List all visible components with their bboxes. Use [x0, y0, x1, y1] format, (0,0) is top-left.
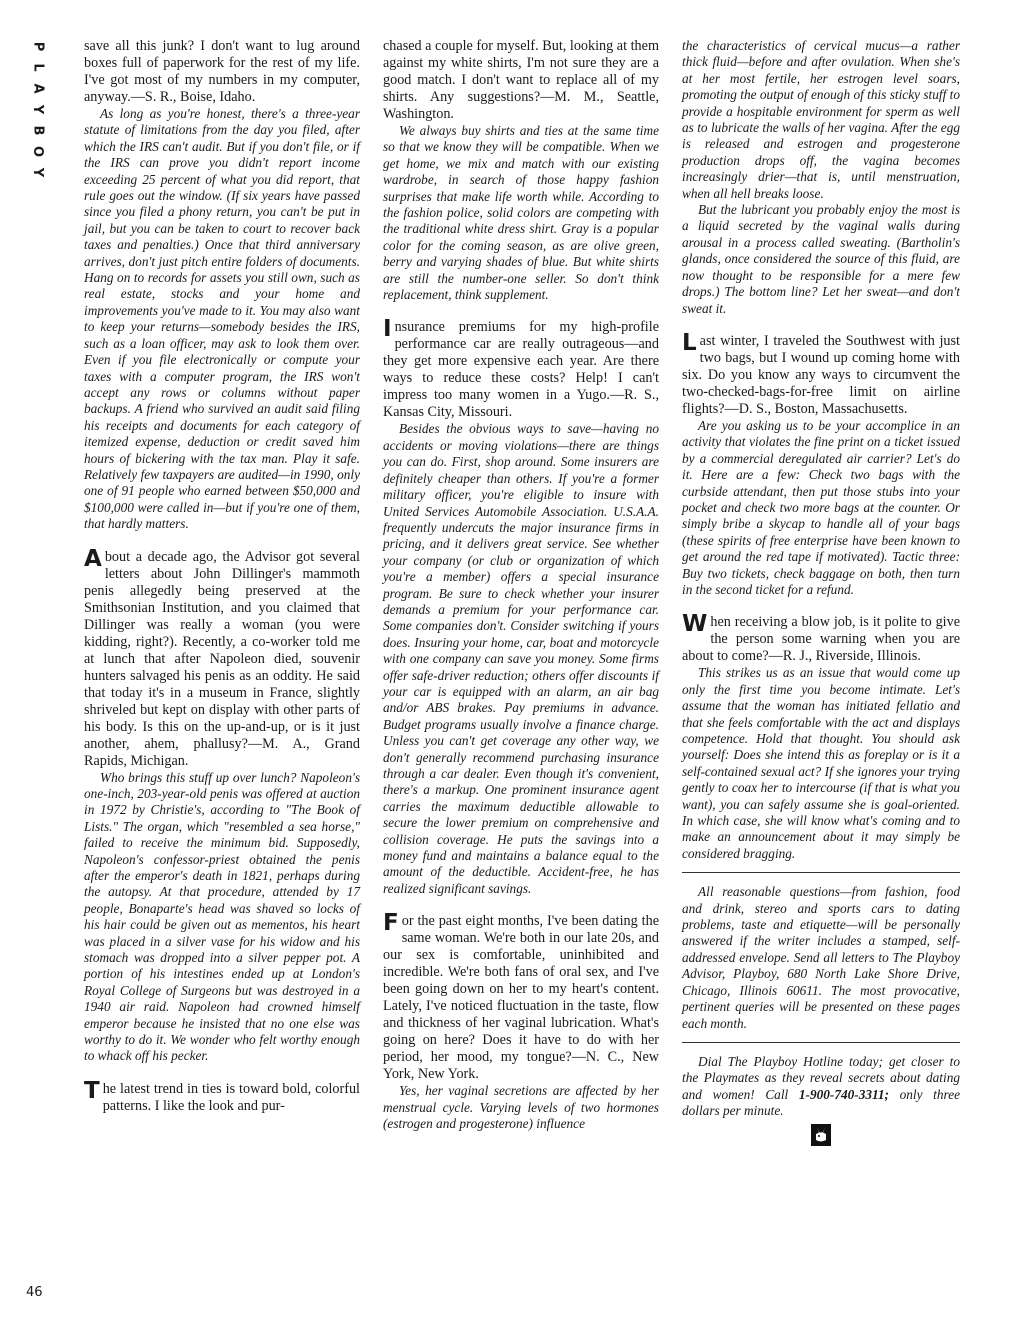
- hotline-text-end: only three dollars per minute.: [682, 1086, 960, 1119]
- question-body: hen receiving a blow job, is it polite to give the person some warning when you are about to come?—R. J., Riverside, Illinois.: [682, 614, 960, 665]
- drop-cap: W: [682, 611, 708, 638]
- question-body: ast winter, I traveled the Southwest with just two bags, but I wound up coming home with six. Do you know any ways to circumvent the two-checked-bags-for-free limit on airline flights?—D. S., Boston, Massachusetts.: [682, 332, 960, 417]
- divider: [682, 872, 960, 873]
- hotline-promo: [682, 1054, 960, 1120]
- question-text: [383, 316, 659, 421]
- playboy-bunny-icon: [811, 1124, 831, 1146]
- magazine-letter: O: [30, 145, 46, 158]
- answer-text: Yes, her vaginal secretions are affected by her menstrual cycle. Varying levels of two hormones (estrogen and progesterone) influence: [383, 1083, 659, 1132]
- question-text: save all this junk? I don't want to lug around boxes full of paperwork for the rest of my life. I've got most of my numbers in my computer, anyway.—S. R., Boise, Idaho.: [84, 38, 360, 105]
- question-body: nsurance premiums for my high-profile performance car are really outrageous—and they get more expensive each year. Are there ways to reduce these costs? Help! I can't impress too many women in a Yugo.—R. S., Kansas City, Missouri.: [383, 319, 659, 421]
- question-text: [682, 329, 960, 418]
- answer-text: But the lubricant you probably enjoy the most is a liquid secreted by the vaginal walls during arousal in a process called sweating. (Bartholin's glands, once considered the source of this fluid, are now thought to be responsible for a mere few drops.) The bottom line? Let her sweat—and don't sweat it.: [682, 202, 960, 316]
- question-text: [84, 545, 360, 770]
- question-text: [682, 611, 960, 665]
- magazine-letter: B: [30, 125, 46, 136]
- question-text: chased a couple for myself. But, looking at them against my white shirts, I'm not sure they are a good match. I don't want to replace all of my shirts. Any suggestions?—M. M., Seattle, Washington.: [383, 38, 659, 122]
- answer-text: We always buy shirts and ties at the same time so that we know they will be compatible. When we get home, we mix and match with our existing wardrobe, in search of those happy fashion surprises that make life worth while. According to the fashion police, solid colors are competing with the traditional white dress shirt. Gray is a popular color for the coming season, as are olive green, berry and varying shades of blue. But white shirts are still the number-one seller. So don't think replacement, think supplement.: [383, 123, 659, 303]
- question-body: bout a decade ago, the Advisor got several letters about John Dillinger's mammoth penis allegedly being preserved at the Smithsonian Institution, and you claimed that Dillinger was really a woman (you were kidding, right?). Recently, a co-worker told me at lunch that after Napoleon died, souvenir hunters salvaged his penis as an oddity. He said that today it's in a museum in France, slightly shriveled but kept on display with other parts of his body. Is this on the up-and-up, or is it just another, ahem, phallusy?—M. A., Grand Rapids, Michigan.: [84, 548, 360, 769]
- drop-cap: T: [84, 1077, 100, 1104]
- answer-text: This strikes us as an issue that would come up only the first time you become intimate. Let's assume that the woman has initiated fellatio and that she feels comfortable with the act and displays competence. Hold that thought. You should ask yourself: Does she intend this as foreplay or is it a self-contained sexual act? If she ignores your trying gently to coax her to intercourse (if that is what you want), you can safely assume she is goal-oriented. In which case, she will know what's coming and to make an announcement about it may simply be considered bragging.: [682, 665, 960, 861]
- question-text: [383, 910, 659, 1083]
- question-body: he latest trend in ties is toward bold, colorful patterns. I like the look and pur-: [102, 1080, 360, 1114]
- divider: [682, 1042, 960, 1043]
- question-body: or the past eight months, I've been dating the same woman. We're both in our late 20s, and our sex is comfortable, uninhibited and incredible. We're both fans of oral sex, and I've been going down on her to my heart's content. Lately, I've noticed fluctuation in the taste, flow and thickness of her vaginal lubrication. What's going on here? Does it have to do with her period, her mood, my tongue?—N. C., New York, New York.: [383, 913, 659, 1083]
- magazine-name-vertical: [30, 40, 46, 179]
- drop-cap: L: [682, 329, 697, 356]
- drop-cap: I: [383, 316, 392, 343]
- magazine-letter: L: [30, 63, 46, 72]
- answer-text: Who brings this stuff up over lunch? Napoleon's one-inch, 203-year-old penis was offered at auction in 1972 by Christie's, according to "The Book of Lists." The organ, which "resembled a sea horse," failed to receive the minimum bid. Supposedly, Napoleon's confessor-priest obtained the penis after the emperor's death in 1821, perhaps during the autopsy. At that procedure, attended by 17 people, Bonaparte's head was shaved so locks of his hair could be given out as mementos, his heart was placed in a silver vase for his widow and his stomach was dropped into a silver pepper pot. A portion of his intestines ended up at London's Royal College of Surgeons but was destroyed in a 1940 air raid. Napoleon had crowned himself emperor because he insisted that no one else was worthy to do it. We wonder who felt worthy enough to whack off his pecker.: [84, 769, 360, 1064]
- advisor-footer-note: All reasonable questions—from fashion, food and drink, stereo and sports cars to dating problems, taste and etiquette—will be personally answered if the writer includes a stamped, self-addressed envelope. Send all letters to The Playboy Advisor, Playboy, 680 North Lake Shore Drive, Chicago, Illinois 60611. The most provocative, pertinent queries will be presented on these pages each month.: [682, 884, 960, 1031]
- answer-text: As long as you're honest, there's a three-year statute of limitations from the day you filed, after which the IRS can't audit. But if you don't file, or if the IRS can prove you didn't report income exceeding 25 percent of what you did report, that rule goes out the window. (If six years have passed since you filed a phony return, you can't be put in jail, but you can be taken to court to recover back taxes and penalties.) Once that third anniversary arrives, don't just pitch entire folders of documents. Hang on to records for assets you still own, such as real estate, stocks and your home and improvements you've made to it. You may also want to keep your returns—somebody besides the IRS, such as a loan officer, may ask to look them over. Even if you file electronically or compute your taxes with a computer program, the IRS won't accept any rows or columns without paper backups. A friend who survived an audit said filing his receipts and documents for each category of itemized expense, deduction or credit saved him hours of bickering with the tax man. Play it safe. Relatively few taxpayers are audited—in 1990, only one of 91 people who earned between $50,000 and $100,000 were called in—but if you're one of them, that hardly matters.: [84, 106, 360, 532]
- magazine-letter: P: [30, 41, 46, 52]
- magazine-letter: A: [30, 83, 46, 94]
- column-2: [383, 38, 659, 1132]
- answer-text: the characteristics of cervical mucus—a rather thick fluid—before and after ovulation. When she's at her most fertile, her estrogen level soars, promoting the output of enough of this sticky stuff to provide a hospitable environment for sperm as well as to lubricate the walls of her vagina. After the egg is released and estrogen and progesterone production drops off, the vagina becomes increasingly drier—that is, until menstruation, when all hell breaks loose.: [682, 38, 960, 201]
- drop-cap: F: [383, 910, 399, 937]
- column-3: [682, 38, 960, 1146]
- question-text: [84, 1077, 360, 1115]
- hotline-number: 1-900-740-3311;: [798, 1086, 889, 1102]
- column-1: [84, 38, 360, 1115]
- answer-text: Besides the obvious ways to save—having no accidents or moving violations—there are things you can do. First, shop around. Some insurers are definitely cheaper than others. If you're a former military officer, you're eligible to insure with United Services Automobile Association. U.S.A.A. frequently undercuts the major insurance firms in pricing, and it delivers great service. See whether your company (or club or organization of which you're a member) offers a special insurance program. Be sure to check whether your insurer demands a premium for your performance car. Some companies don't. Consider switching if yours does. Insuring your home, car, boat and motorcycle with one company can save you money. Some firms offer safe-driver reduction; others offer discounts if your car is equipped with an alarm, an air bag and/or ABS brakes. Pay premiums in advance. Budget programs usually involve a finance charge. Unless you can't get coverage any other way, we don't generally recommend purchasing insurance through a car dealer. Even though it's convenient, there's a markup. One prominent insurance agent carries the maximum deductible allowable to secure the lower premium on comprehensive and collision coverage. He puts the savings into a money fund and maintains a balance equal to the amount of the deductible. Accident-free, he has realized significant savings.: [383, 421, 659, 896]
- hotline-text: Dial The Playboy Hotline today; get closer to the Playmates as they reveal secrets about dating and women! Call: [682, 1053, 960, 1102]
- page-number: 46: [26, 1285, 43, 1300]
- answer-text: Are you asking us to be your accomplice in an activity that violates the fine print on a ticket issued by a commercial deregulated air carrier? Let's do it. Here are a few: Check two bags with the curbside attendant, then put those stubs into your pocket and check two more bags at the counter. Or simply bribe a skycap to handle all of your bags (these spirits of free enterprise have been known to get around the red tape if motivated). Tactic three: Buy two tickets, check baggage on both, then turn in the second ticket for a refund.: [682, 417, 960, 597]
- magazine-letter: Y: [30, 104, 46, 115]
- magazine-letter: Y: [30, 167, 46, 178]
- drop-cap: A: [84, 545, 102, 572]
